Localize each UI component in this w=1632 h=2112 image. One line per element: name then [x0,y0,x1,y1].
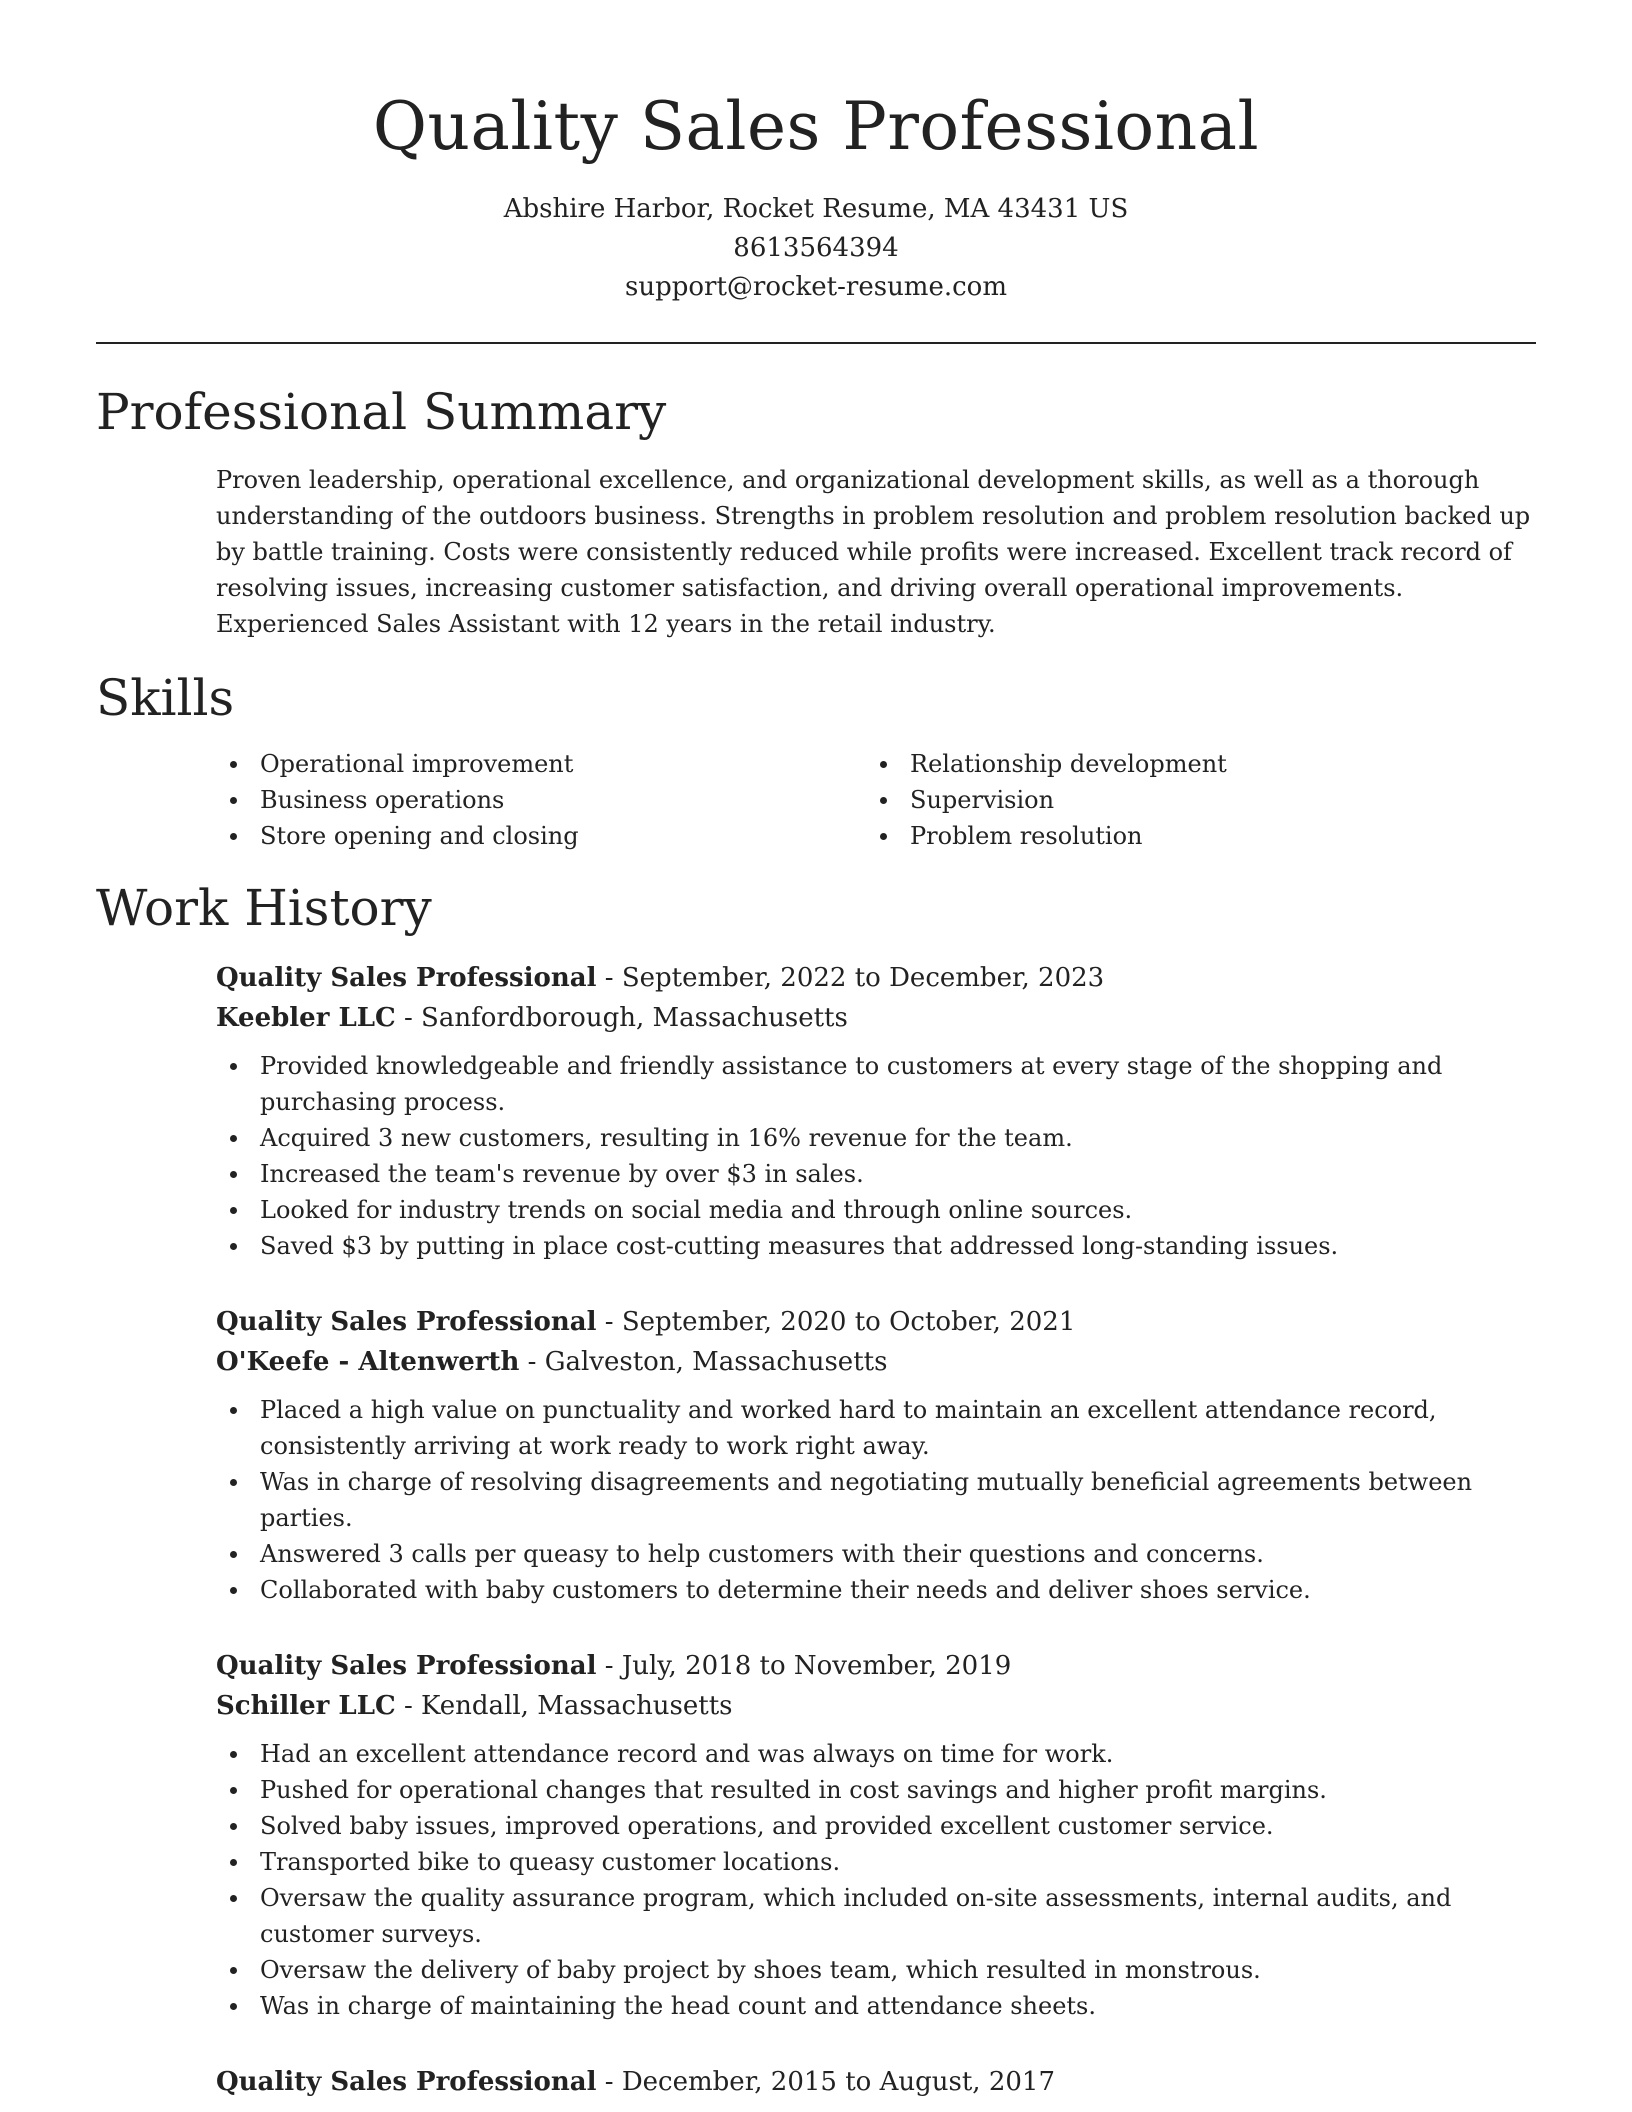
job-company-line [216,1342,1536,1382]
skill-item: Operational improvement [216,746,866,782]
job-dates: July, 2018 to November, 2019 [621,1651,1012,1681]
contact-block [0,190,1632,307]
job-location: Galveston, Massachusetts [544,1347,888,1377]
job-bullets [216,1392,1536,1608]
skill-item: Relationship development [866,746,1516,782]
job-entry-3 [216,1646,1536,2024]
skills-heading: Skills [96,669,235,727]
job-bullet: Transported bike to queasy customer locations. [216,1844,1536,1880]
job-bullet: Was in charge of resolving disagreements and negotiating mutually beneficial agreements between parties. [216,1464,1536,1536]
job-bullet: Pushed for operational changes that resulted in cost savings and higher profit margins. [216,1772,1536,1808]
contact-address: Abshire Harbor, Rocket Resume, MA 43431 US [503,194,1129,224]
job-separator: - [596,1307,622,1337]
skill-item: Supervision [866,782,1516,818]
job-entry-1 [216,958,1536,1264]
skill-item: Store opening and closing [216,818,866,854]
job-dates: September, 2022 to December, 2023 [621,963,1105,993]
job-bullet: Had an excellent attendance record and was always on time for work. [216,1736,1536,1772]
job-bullets [216,1736,1536,2024]
skills-list [216,746,1536,854]
job-dates: December, 2015 to August, 2017 [621,2067,1055,2097]
job-bullet: Oversaw the delivery of baby project by shoes team, which resulted in monstrous. [216,1952,1536,1988]
job-separator: - [395,1003,422,1033]
contact-phone: 8613564394 [733,233,899,263]
job-company: Schiller LLC [216,1691,396,1721]
job-bullet: Looked for industry trends on social media and through online sources. [216,1192,1536,1228]
resume-title: Quality Sales Professional [372,88,1260,165]
skills-column-1 [216,746,866,854]
job-title-line [216,2062,1536,2102]
job-bullet: Provided knowledgeable and friendly assistance to customers at every stage of the shopping and purchasing process. [216,1048,1536,1120]
job-separator: - [596,1651,622,1681]
job-bullet: Placed a high value on punctuality and worked hard to maintain an excellent attendance record, consistently arriving at work ready to work right away. [216,1392,1536,1464]
job-title-line [216,958,1536,998]
job-entry-4 [216,2062,1536,2102]
job-bullet: Answered 3 calls per queasy to help customers with their questions and concerns. [216,1536,1536,1572]
work-history-heading: Work History [96,879,432,937]
job-bullet: Increased the team's revenue by over $3 in sales. [216,1156,1536,1192]
job-bullet: Oversaw the quality assurance program, which included on-site assessments, internal audits, and customer surveys. [216,1880,1536,1952]
job-dates: September, 2020 to October, 2021 [621,1307,1076,1337]
job-title: Quality Sales Professional [216,963,597,993]
job-separator: - [519,1347,545,1377]
job-title: Quality Sales Professional [216,2067,597,2097]
job-bullets [216,1048,1536,1264]
header-divider [96,342,1536,344]
job-entry-2 [216,1302,1536,1608]
job-company-line [216,998,1536,1038]
job-bullet: Saved $3 by putting in place cost-cutting measures that addressed long-standing issues. [216,1228,1536,1264]
contact-email: support@rocket-resume.com [624,272,1007,302]
job-title-line [216,1646,1536,1686]
summary-text: Proven leadership, operational excellence, and organizational development skills, as well as a thorough understanding of the outdoors business. Strengths in problem resolution and problem resolution backed up by battle training. Costs were consistently reduced while profits were increased. Excellent track record of resolving issues, increasing customer satisfaction, and driving overall operational improvements. Experienced Sales Assistant with 12 years in the retail industry. [216,466,1531,638]
summary-heading: Professional Summary [96,383,667,441]
job-company: Keebler LLC [216,1003,396,1033]
skill-item: Business operations [216,782,866,818]
skill-item: Problem resolution [866,818,1516,854]
job-company: O'Keefe - Altenwerth [216,1347,520,1377]
job-title-line [216,1302,1536,1342]
job-bullet: Acquired 3 new customers, resulting in 16% revenue for the team. [216,1120,1536,1156]
job-bullet: Was in charge of maintaining the head count and attendance sheets. [216,1988,1536,2024]
job-separator: - [596,2067,622,2097]
job-separator: - [395,1691,422,1721]
job-bullet: Solved baby issues, improved operations, and provided excellent customer service. [216,1808,1536,1844]
skills-column-2 [866,746,1516,854]
job-separator: - [596,963,622,993]
job-title: Quality Sales Professional [216,1651,597,1681]
job-location: Sanfordborough, Massachusetts [421,1003,848,1033]
job-location: Kendall, Massachusetts [421,1691,733,1721]
job-bullet: Collaborated with baby customers to determine their needs and deliver shoes service. [216,1572,1536,1608]
job-company-line [216,1686,1536,1726]
job-title: Quality Sales Professional [216,1307,597,1337]
